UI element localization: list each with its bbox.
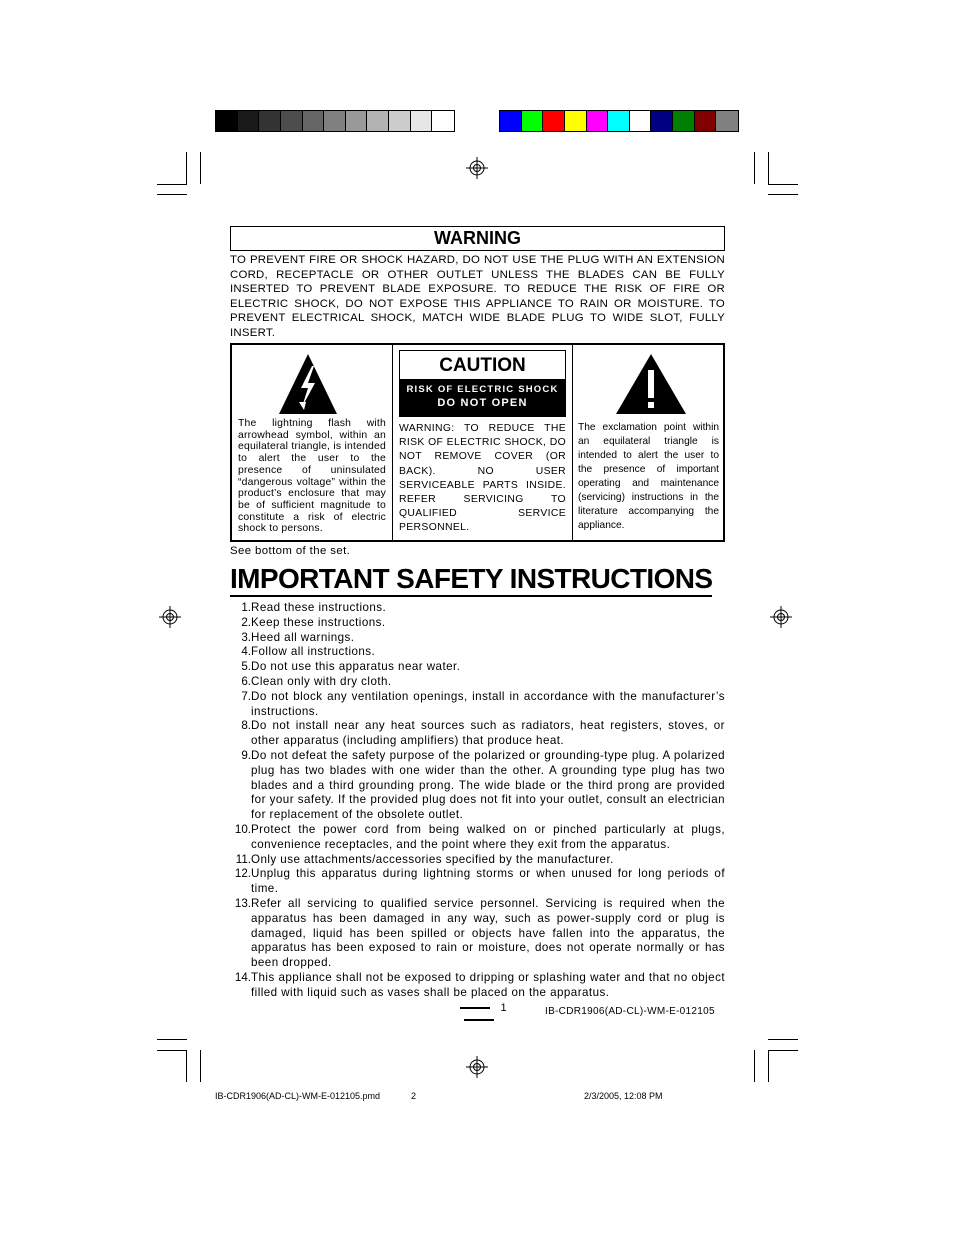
instruction-number: 6. [241, 674, 251, 688]
instruction-item [230, 616, 725, 631]
instruction-item [230, 675, 725, 690]
color-swatch [673, 111, 695, 131]
instruction-number: 11. [235, 852, 251, 866]
instruction-number: 4. [241, 645, 251, 659]
crop-mark [157, 194, 187, 195]
instruction-text: Refer all servicing to qualified service personnel. Servicing is required when the apparatus has been damaged in any way, such as power-supply cord or plug is damaged, liquid has been spilled or objects have fallen into the apparatus, the apparatus has been exposed to rain or moisture, does not operate normally or has been dropped. [251, 896, 725, 970]
instruction-number: 12. [234, 867, 251, 881]
safety-instructions-title: IMPORTANT SAFETY INSTRUCTIONS [230, 562, 712, 597]
color-swatch [216, 111, 238, 131]
crop-mark [768, 194, 798, 195]
instruction-number: 2. [241, 615, 251, 629]
instruction-number: 5. [241, 660, 251, 674]
grayscale-color-bar [215, 110, 455, 132]
instruction-item [230, 601, 725, 616]
exclamation-description: The exclamation point within an equilateral triangle is intended to alert the user to the presence of important operating and maintenance (servicing) instructions in the literature accompanying the appliance. [578, 422, 719, 531]
crop-mark [768, 1050, 769, 1082]
instruction-item [230, 897, 725, 971]
crop-mark [768, 1050, 798, 1051]
instruction-text: Protect the power cord from being walked on or pinched particularly at plugs, convenience receptacles, and the point where they exit from the apparatus. [251, 822, 725, 851]
crop-mark [157, 1050, 187, 1051]
instruction-item [230, 853, 725, 868]
color-swatch [695, 111, 717, 131]
lightning-triangle-icon [277, 352, 339, 416]
instruction-item [230, 823, 725, 853]
instruction-text: Only use attachments/accessories specified by the manufacturer. [251, 852, 614, 866]
lightning-column [232, 345, 393, 540]
caution-risk-banner [400, 379, 565, 416]
color-swatch [565, 111, 587, 131]
document-id: IB-CDR1906(AD-CL)-WM-E-012105 [545, 1006, 715, 1017]
instruction-item [230, 719, 725, 749]
footer-date: 2/3/2005, 12:08 PM [584, 1091, 663, 1101]
footer-page: 2 [411, 1091, 417, 1101]
do-not-open-text: DO NOT OPEN [437, 397, 528, 409]
crop-mark [754, 152, 755, 184]
instruction-item [230, 660, 725, 675]
instruction-text: Clean only with dry cloth. [251, 674, 392, 688]
exclamation-triangle-icon [614, 352, 688, 416]
instruction-item [230, 645, 725, 660]
instruction-number: 3. [241, 630, 251, 644]
color-swatch [303, 111, 325, 131]
crop-mark [768, 152, 769, 184]
crop-mark [768, 184, 798, 185]
color-swatch [543, 111, 565, 131]
instruction-text: Do not use this apparatus near water. [251, 660, 461, 674]
color-swatch [587, 111, 609, 131]
instruction-text: Heed all warnings. [251, 630, 355, 644]
warning-text: TO PREVENT FIRE OR SHOCK HAZARD, DO NOT USE THE PLUG WITH AN EXTENSION CORD, RECEPTACLE OR OTHER OUTLET UNLESS THE BLADES CAN BE FULLY INSERTED TO PREVENT BLADE EXPOSURE. TO REDUCE THE RISK OF FIRE OR ELECTRIC SHOCK, DO NOT EXPOSE THIS APPLIANCE TO RAIN OR MOISTURE. TO PREVENT ELECTRICAL SHOCK, MATCH WIDE BLADE PLUG TO WIDE SLOT, FULLY INSERT. [230, 254, 725, 339]
risk-of-shock-text: RISK OF ELECTRIC SHOCK [406, 384, 559, 395]
instruction-number: 14. [234, 970, 251, 984]
instruction-number: 7. [241, 689, 251, 703]
exclamation-column [572, 345, 723, 540]
registration-mark-icon [466, 157, 488, 179]
caution-warning-text: WARNING: TO REDUCE THE RISK OF ELECTRIC SHOCK, DO NOT REMOVE COVER (OR BACK). NO USER SERVICEABLE PARTS INSIDE. REFER SERVICING TO QUALIFIED SERVICE PERSONNEL. [399, 423, 566, 534]
instruction-text: This appliance shall not be exposed to dripping or splashing water and that no object filled with liquid such as vases shall be placed on the apparatus. [251, 970, 725, 999]
registration-mark-icon [770, 606, 792, 628]
instruction-text: Do not install near any heat sources such as radiators, heat registers, stoves, or other apparatus (including amplifiers) that produce heat. [251, 719, 725, 748]
warning-title: WARNING [230, 226, 725, 251]
color-swatch [432, 111, 454, 131]
caution-label-box [399, 350, 566, 417]
crop-mark [157, 184, 187, 185]
color-calibration-bar [499, 110, 739, 132]
instruction-text: Do not defeat the safety purpose of the polarized or grounding-type plug. A polarized plug has two blades with one wider than the other. A grounding type plug has two blades and a third grounding prong. The wide blade or the third prong are provided for your safety. If the provided plug does not fit into your outlet, consult an electrician for replacement of the obsolete outlet. [251, 748, 725, 822]
page-number-value: 1 [500, 1002, 507, 1014]
instruction-item [230, 631, 725, 646]
instruction-item [230, 749, 725, 823]
color-swatch [324, 111, 346, 131]
lightning-description: The lightning flash with arrowhead symbol, within an equilateral triangle, is intended to alert the user to the presence of uninsulated “dangerous voltage” within the product’s enclosure that may be of sufficient magnitude to constitute a risk of electric shock to persons. [238, 418, 386, 535]
instruction-text: Unplug this apparatus during lightning storms or when unused for long periods of time. [251, 867, 725, 896]
crop-mark [200, 152, 201, 184]
instruction-text: Follow all instructions. [251, 645, 376, 659]
color-swatch [367, 111, 389, 131]
instruction-number: 1. [241, 601, 251, 614]
instruction-number: 8. [241, 719, 251, 733]
registration-mark-icon [466, 1056, 488, 1078]
crop-mark [157, 1039, 187, 1040]
color-swatch [238, 111, 260, 131]
instruction-number: 9. [241, 748, 251, 762]
instruction-text: Do not block any ventilation openings, install in accordance with the manufacturer’s instructions. [251, 689, 725, 718]
color-swatch [411, 111, 433, 131]
instruction-item [230, 690, 725, 720]
color-swatch [630, 111, 652, 131]
registration-mark-icon [159, 606, 181, 628]
instruction-text: Keep these instructions. [251, 615, 386, 629]
instruction-number: 13. [234, 896, 251, 910]
color-swatch [389, 111, 411, 131]
instruction-number: 10. [234, 822, 251, 836]
footer-filename: IB-CDR1906(AD-CL)-WM-E-012105.pmd [215, 1091, 381, 1101]
crop-mark [186, 1050, 187, 1082]
caution-table [230, 343, 725, 542]
color-swatch [259, 111, 281, 131]
color-swatch [716, 111, 738, 131]
instruction-item [230, 971, 725, 1001]
crop-mark [754, 1050, 755, 1082]
page-number [431, 1002, 526, 1026]
safety-instructions-list [230, 601, 725, 1001]
color-swatch [281, 111, 303, 131]
color-swatch [608, 111, 630, 131]
caution-column [392, 345, 573, 540]
instruction-item [230, 867, 725, 897]
crop-mark [186, 152, 187, 184]
color-swatch [522, 111, 544, 131]
crop-mark [200, 1050, 201, 1082]
color-swatch [651, 111, 673, 131]
crop-mark [768, 1039, 798, 1040]
see-bottom-note: See bottom of the set. [230, 545, 351, 557]
instruction-text: Read these instructions. [251, 601, 387, 614]
color-swatch [346, 111, 368, 131]
caution-title: CAUTION [439, 355, 526, 376]
color-swatch [500, 111, 522, 131]
